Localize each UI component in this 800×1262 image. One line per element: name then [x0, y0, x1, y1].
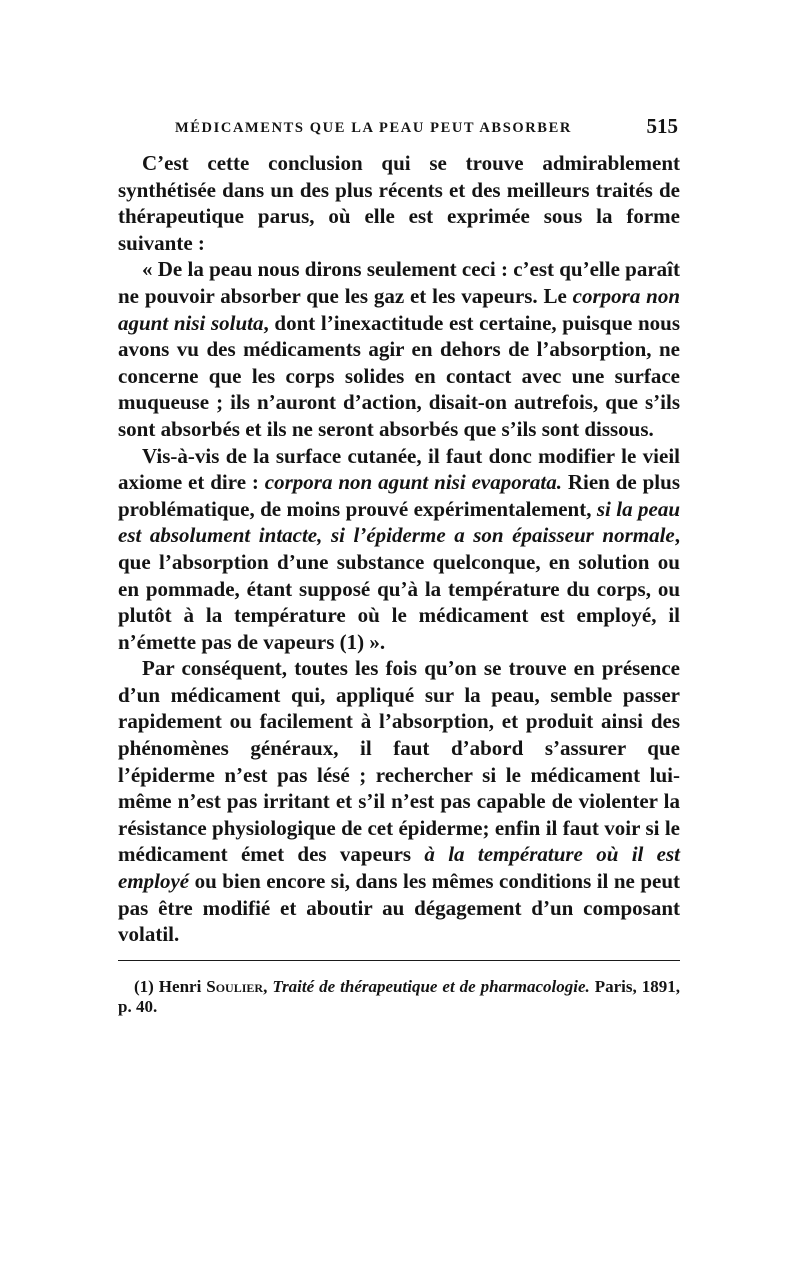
footnote: (1) Henri Soulier, Traité de thérapeutique et de pharmacologie. Paris, 1891, p. 40.	[118, 976, 680, 1016]
body-text	[118, 150, 680, 948]
latin-phrase: corpora non agunt nisi evaporata.	[264, 470, 562, 495]
emphasis-text: si la peau est absolument intacte, si l’épiderme a son épaisseur normale	[118, 496, 680, 548]
footnote-author: Soulier	[206, 976, 264, 996]
page-number: 515	[646, 114, 678, 138]
latin-phrase: corpora non agunt nisi soluta	[118, 283, 680, 335]
paragraph-2-quote: « De la peau nous dirons seulement ceci : c’est qu’elle paraît ne pouvoir absorber que les gaz et les vapeurs. Le corpora non agunt nisi soluta, dont l’inexactitude est certaine, puisque nous avons vu des médicaments agir en dehors de l’absorption, ne concerne que les corps solides en contact avec une surface muqueuse ; ils n’auront d’action, disait-on autrefois, que s’ils sont absorbés et ils ne seront absorbés que s’ils sont dissous.	[118, 257, 681, 441]
footnote-title: Traité de thérapeutique et de pharmacologie.	[272, 976, 590, 996]
page-header	[118, 110, 680, 150]
emphasis-text: à la température où il est employé	[118, 842, 681, 894]
paragraph-4: Par conséquent, toutes les fois qu’on se trouve en présence d’un médicament qui, appliqué sur la peau, semble passer rapidement ou facilement à l’absorption, et produit ainsi des phénomènes généraux, il faut d’abord s’assurer que l’épiderme n’est pas lésé ; rechercher si le médicament lui-même n’est pas irritant et s’il n’est pas capable de violenter la résistance physiologique de cet épiderme; enfin il faut voir si le médicament émet des vapeurs à la température où il est employé ou bien encore si, dans les mêmes conditions il ne peut pas être modifié et aboutir au dégagement d’un composant volatil.	[118, 656, 681, 947]
footnote-rule	[118, 960, 680, 961]
paragraph-1: C’est cette conclusion qui se trouve admirablement synthétisée dans un des plus récents et des meilleurs traités de thérapeutique parus, où elle est exprimée sous la forme suivante :	[118, 151, 680, 255]
book-page	[118, 110, 680, 1017]
running-title: MÉDICAMENTS QUE LA PEAU PEUT ABSORBER	[175, 120, 572, 136]
paragraph-3: Vis-à-vis de la surface cutanée, il faut donc modifier le vieil axiome et dire : corpora non agunt nisi evaporata. Rien de plus problématique, de moins prouvé expérimentalement, si la peau est absolument intacte, si l’épiderme a son épaisseur normale, que l’absorption d’une substance quelconque, en solution ou en pommade, étant supposé qu’à la température du corps, ou plutôt à la température où le médicament est employé, il n’émette pas de vapeurs (1) ».	[118, 443, 680, 654]
